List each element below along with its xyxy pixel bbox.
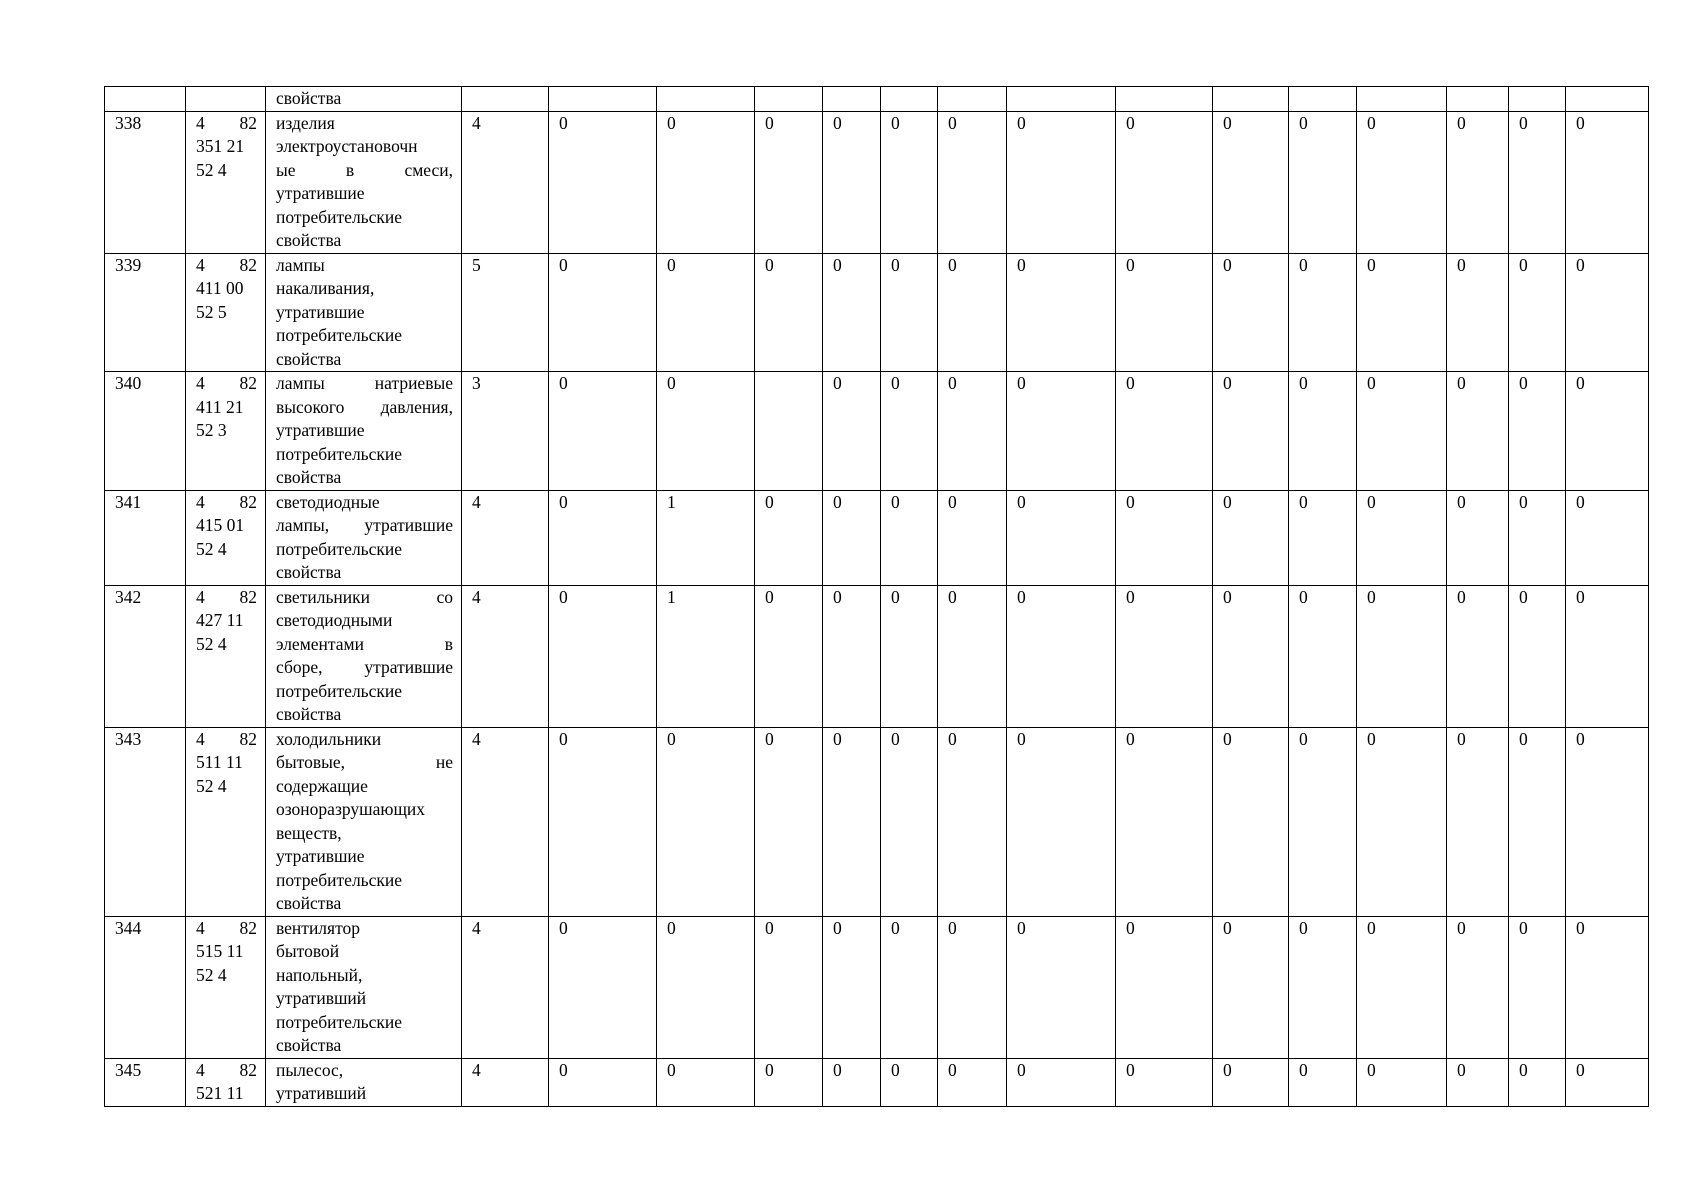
description-line: свойства: [276, 1035, 342, 1055]
value-cell: [462, 87, 549, 112]
description-line: изделия: [276, 112, 335, 133]
value-cell: [1213, 87, 1289, 112]
waste-code-line: 52 3: [196, 420, 227, 440]
waste-code-part: 82: [239, 586, 257, 607]
value-cell: 0: [1007, 372, 1116, 491]
waste-code-line: [196, 372, 257, 396]
description-line: вентилятор: [276, 917, 361, 938]
value-cell: 0: [1509, 253, 1566, 372]
value-cell: [657, 87, 755, 112]
value-cell: 0: [1007, 253, 1116, 372]
waste-code-cell: [186, 111, 266, 253]
value-cell: 0: [1007, 585, 1116, 727]
table-body: [105, 87, 1649, 1107]
waste-code-line: 415 01: [196, 515, 245, 535]
value-cell: 0: [1447, 1058, 1509, 1106]
description-line: лампы: [276, 254, 325, 275]
row-number-cell: 340: [105, 372, 186, 491]
waste-code-line: 521 11: [196, 1083, 244, 1103]
value-cell: 0: [1289, 585, 1357, 727]
row-number-cell: [105, 87, 186, 112]
waste-description-cell: [266, 585, 462, 727]
row-number-cell: 338: [105, 111, 186, 253]
value-cell: 0: [549, 1058, 657, 1106]
value-cell: 0: [1289, 372, 1357, 491]
value-cell: 0: [1509, 727, 1566, 916]
value-cell: 4: [462, 490, 549, 585]
value-cell: 0: [1007, 490, 1116, 585]
value-cell: 0: [1357, 253, 1447, 372]
description-line: электроустановочн: [276, 136, 418, 156]
value-cell: 0: [549, 490, 657, 585]
value-cell: 1: [657, 490, 755, 585]
description-line: напольный,: [276, 964, 363, 985]
value-cell: 0: [938, 490, 1007, 585]
value-cell: 0: [1357, 111, 1447, 253]
waste-code-cell: [186, 87, 266, 112]
value-cell: 0: [1447, 253, 1509, 372]
waste-description-cell: [266, 87, 462, 112]
row-number-cell: 345: [105, 1058, 186, 1106]
waste-code-part: 4: [196, 728, 205, 749]
value-cell: 0: [1447, 372, 1509, 491]
waste-code-line: 52 4: [196, 538, 227, 559]
value-cell: 0: [1116, 490, 1213, 585]
value-cell: 0: [1289, 490, 1357, 585]
value-cell: 0: [1289, 916, 1357, 1058]
value-cell: 0: [1007, 916, 1116, 1058]
value-cell: 0: [1357, 372, 1447, 491]
waste-code-line: [196, 491, 257, 515]
value-cell: 0: [1213, 111, 1289, 253]
waste-code-line: 52 4: [196, 633, 227, 654]
value-cell: 0: [1447, 727, 1509, 916]
value-cell: 0: [1213, 727, 1289, 916]
value-cell: 0: [1213, 916, 1289, 1058]
value-cell: 0: [823, 585, 881, 727]
value-cell: 4: [462, 916, 549, 1058]
value-cell: 0: [1116, 372, 1213, 491]
waste-description-cell: [266, 253, 462, 372]
table-row: [105, 490, 1649, 585]
description-line: холодильники: [276, 728, 382, 749]
description-line: озоноразрушающих: [276, 799, 426, 819]
waste-code-line: 52 4: [196, 775, 227, 796]
row-number-cell: 339: [105, 253, 186, 372]
value-cell: 0: [1566, 490, 1649, 585]
description-line: потребительские: [276, 680, 403, 701]
value-cell: 0: [1566, 253, 1649, 372]
table-row: [105, 253, 1649, 372]
value-cell: [1007, 87, 1116, 112]
waste-description-cell: [266, 916, 462, 1058]
waste-description-cell: [266, 727, 462, 916]
value-cell: 0: [549, 727, 657, 916]
value-cell: 0: [1447, 490, 1509, 585]
value-cell: 0: [1213, 372, 1289, 491]
description-line: свойства: [276, 88, 342, 108]
description-line: сборе, утратившие: [276, 657, 453, 677]
waste-code-part: 4: [196, 491, 205, 512]
value-cell: 0: [1213, 585, 1289, 727]
value-cell: 0: [1357, 490, 1447, 585]
value-cell: [549, 87, 657, 112]
value-cell: 0: [938, 916, 1007, 1058]
value-cell: 0: [1357, 585, 1447, 727]
waste-code-line: 52 4: [196, 964, 227, 985]
table-row: [105, 585, 1649, 727]
waste-code-part: 4: [196, 586, 205, 607]
waste-code-line: 52 5: [196, 301, 227, 322]
waste-description-cell: [266, 490, 462, 585]
waste-code-line: [196, 254, 257, 278]
waste-code-cell: [186, 1058, 266, 1106]
waste-description-cell: [266, 372, 462, 491]
description-line: свойства: [276, 893, 342, 913]
waste-code-part: 82: [239, 254, 257, 275]
description-line: пылесос,: [276, 1059, 344, 1080]
value-cell: 0: [755, 111, 823, 253]
description-line: потребительские: [276, 206, 403, 227]
value-cell: 0: [881, 372, 938, 491]
waste-code-cell: [186, 253, 266, 372]
value-cell: 0: [549, 585, 657, 727]
value-cell: 0: [657, 372, 755, 491]
description-line: лампы натриевые: [276, 373, 453, 393]
description-line: утратившие: [276, 301, 365, 322]
table-row: [105, 111, 1649, 253]
value-cell: 0: [938, 253, 1007, 372]
description-line: потребительские: [276, 443, 403, 464]
value-cell: [755, 372, 823, 491]
waste-classification-table: [104, 86, 1649, 1107]
value-cell: [823, 87, 881, 112]
value-cell: 0: [1447, 916, 1509, 1058]
description-line: потребительские: [276, 538, 403, 559]
waste-description-cell: [266, 111, 462, 253]
description-line: ые в смеси,: [276, 159, 453, 180]
waste-code-line: 511 11: [196, 752, 243, 772]
value-cell: 0: [1357, 727, 1447, 916]
value-cell: 0: [1007, 727, 1116, 916]
table-row: [105, 916, 1649, 1058]
value-cell: 0: [1213, 490, 1289, 585]
value-cell: 0: [755, 490, 823, 585]
value-cell: 0: [1357, 916, 1447, 1058]
description-line: утративший: [276, 1083, 367, 1103]
value-cell: 0: [1289, 253, 1357, 372]
waste-code-part: 4: [196, 254, 205, 275]
waste-code-line: 351 21: [196, 136, 245, 156]
value-cell: 4: [462, 1058, 549, 1106]
value-cell: 0: [1116, 1058, 1213, 1106]
waste-code-line: 411 00: [196, 278, 244, 298]
description-line: свойства: [276, 704, 342, 724]
table-row: [105, 727, 1649, 916]
value-cell: 0: [1509, 1058, 1566, 1106]
value-cell: 0: [881, 490, 938, 585]
value-cell: 0: [1509, 490, 1566, 585]
waste-code-line: [196, 917, 257, 941]
value-cell: 0: [938, 1058, 1007, 1106]
description-line: свойства: [276, 348, 342, 369]
description-line: содержащие: [276, 775, 368, 796]
value-cell: 0: [657, 253, 755, 372]
description-line: лампы, утратившие: [276, 515, 453, 535]
description-line: утратившие: [276, 183, 365, 203]
description-line: потребительские: [276, 869, 403, 890]
value-cell: 0: [1566, 372, 1649, 491]
value-cell: 0: [823, 372, 881, 491]
description-line: высокого давления,: [276, 396, 453, 417]
row-number-cell: 344: [105, 916, 186, 1058]
value-cell: 0: [1509, 111, 1566, 253]
description-line: потребительские: [276, 325, 403, 345]
value-cell: 0: [657, 727, 755, 916]
value-cell: 0: [881, 253, 938, 372]
value-cell: 0: [1007, 1058, 1116, 1106]
description-line: светильники со: [276, 586, 453, 607]
value-cell: 0: [1447, 585, 1509, 727]
waste-code-line: [196, 112, 257, 136]
value-cell: 0: [881, 585, 938, 727]
description-line: бытовой: [276, 941, 340, 961]
waste-code-part: 4: [196, 373, 205, 393]
waste-code-part: 82: [239, 112, 257, 133]
value-cell: 0: [881, 727, 938, 916]
value-cell: [1289, 87, 1357, 112]
description-line: бытовые, не: [276, 752, 453, 772]
value-cell: 0: [1116, 916, 1213, 1058]
value-cell: 0: [657, 916, 755, 1058]
waste-code-cell: [186, 585, 266, 727]
value-cell: 4: [462, 727, 549, 916]
waste-code-line: 427 11: [196, 610, 244, 630]
waste-code-part: 4: [196, 112, 205, 133]
value-cell: 0: [938, 111, 1007, 253]
waste-code-cell: [186, 490, 266, 585]
value-cell: [1447, 87, 1509, 112]
value-cell: 4: [462, 111, 549, 253]
value-cell: 0: [1213, 1058, 1289, 1106]
waste-code-line: 515 11: [196, 941, 244, 961]
value-cell: 0: [1116, 727, 1213, 916]
waste-code-cell: [186, 372, 266, 491]
waste-description-cell: [266, 1058, 462, 1106]
value-cell: 0: [1447, 111, 1509, 253]
value-cell: 0: [1289, 1058, 1357, 1106]
description-line: свойства: [276, 230, 342, 250]
description-line: светодиодными: [276, 610, 393, 630]
value-cell: 0: [1213, 253, 1289, 372]
value-cell: 0: [549, 111, 657, 253]
value-cell: 0: [1357, 1058, 1447, 1106]
description-line: утративший: [276, 988, 367, 1008]
value-cell: 0: [755, 1058, 823, 1106]
waste-code-line: 52 4: [196, 159, 227, 180]
table-row: [105, 87, 1649, 112]
value-cell: 0: [657, 111, 755, 253]
value-cell: 0: [1116, 585, 1213, 727]
value-cell: 0: [549, 916, 657, 1058]
waste-code-line: [196, 586, 257, 610]
value-cell: 1: [657, 585, 755, 727]
waste-code-part: 82: [239, 373, 257, 393]
row-number-cell: 342: [105, 585, 186, 727]
waste-code-part: 82: [239, 917, 257, 938]
waste-code-line: 411 21: [196, 396, 244, 417]
value-cell: 0: [755, 916, 823, 1058]
value-cell: 0: [938, 372, 1007, 491]
description-line: свойства: [276, 467, 342, 487]
value-cell: 0: [1007, 111, 1116, 253]
value-cell: [1357, 87, 1447, 112]
value-cell: 0: [549, 372, 657, 491]
value-cell: 0: [1116, 111, 1213, 253]
description-line: светодиодные: [276, 491, 380, 512]
value-cell: 0: [755, 253, 823, 372]
value-cell: 0: [823, 490, 881, 585]
value-cell: [1566, 87, 1649, 112]
value-cell: 4: [462, 585, 549, 727]
value-cell: 0: [1566, 585, 1649, 727]
value-cell: 0: [1116, 253, 1213, 372]
value-cell: [938, 87, 1007, 112]
waste-code-line: [196, 1059, 257, 1083]
waste-code-line: [196, 728, 257, 752]
description-line: веществ,: [276, 822, 342, 843]
table-row: [105, 1058, 1649, 1106]
value-cell: 0: [657, 1058, 755, 1106]
row-number-cell: 341: [105, 490, 186, 585]
value-cell: 0: [1509, 585, 1566, 727]
description-line: утратившие: [276, 420, 365, 440]
value-cell: 0: [823, 1058, 881, 1106]
value-cell: 0: [823, 111, 881, 253]
waste-code-cell: [186, 916, 266, 1058]
description-line: свойства: [276, 562, 342, 582]
value-cell: [1116, 87, 1213, 112]
value-cell: 0: [1289, 727, 1357, 916]
value-cell: 0: [823, 916, 881, 1058]
value-cell: [881, 87, 938, 112]
value-cell: 0: [823, 253, 881, 372]
waste-code-cell: [186, 727, 266, 916]
description-line: накаливания,: [276, 278, 375, 298]
waste-code-part: 4: [196, 917, 205, 938]
value-cell: 0: [755, 585, 823, 727]
value-cell: 0: [1289, 111, 1357, 253]
waste-code-part: 82: [239, 728, 257, 749]
description-line: утратившие: [276, 846, 365, 866]
waste-code-part: 82: [239, 491, 257, 512]
value-cell: 5: [462, 253, 549, 372]
value-cell: 0: [1509, 916, 1566, 1058]
value-cell: 0: [1566, 111, 1649, 253]
value-cell: 0: [881, 916, 938, 1058]
value-cell: 3: [462, 372, 549, 491]
row-number-cell: 343: [105, 727, 186, 916]
value-cell: [755, 87, 823, 112]
value-cell: 0: [881, 111, 938, 253]
value-cell: 0: [1566, 1058, 1649, 1106]
waste-code-part: 4: [196, 1059, 205, 1080]
description-line: потребительские: [276, 1011, 403, 1032]
value-cell: 0: [755, 727, 823, 916]
value-cell: 0: [938, 585, 1007, 727]
table-row: [105, 372, 1649, 491]
value-cell: 0: [938, 727, 1007, 916]
waste-code-part: 82: [239, 1059, 257, 1080]
value-cell: [1509, 87, 1566, 112]
value-cell: 0: [1566, 727, 1649, 916]
value-cell: 0: [1566, 916, 1649, 1058]
value-cell: 0: [1509, 372, 1566, 491]
value-cell: 0: [881, 1058, 938, 1106]
value-cell: 0: [549, 253, 657, 372]
value-cell: 0: [823, 727, 881, 916]
description-line: элементами в: [276, 633, 453, 654]
